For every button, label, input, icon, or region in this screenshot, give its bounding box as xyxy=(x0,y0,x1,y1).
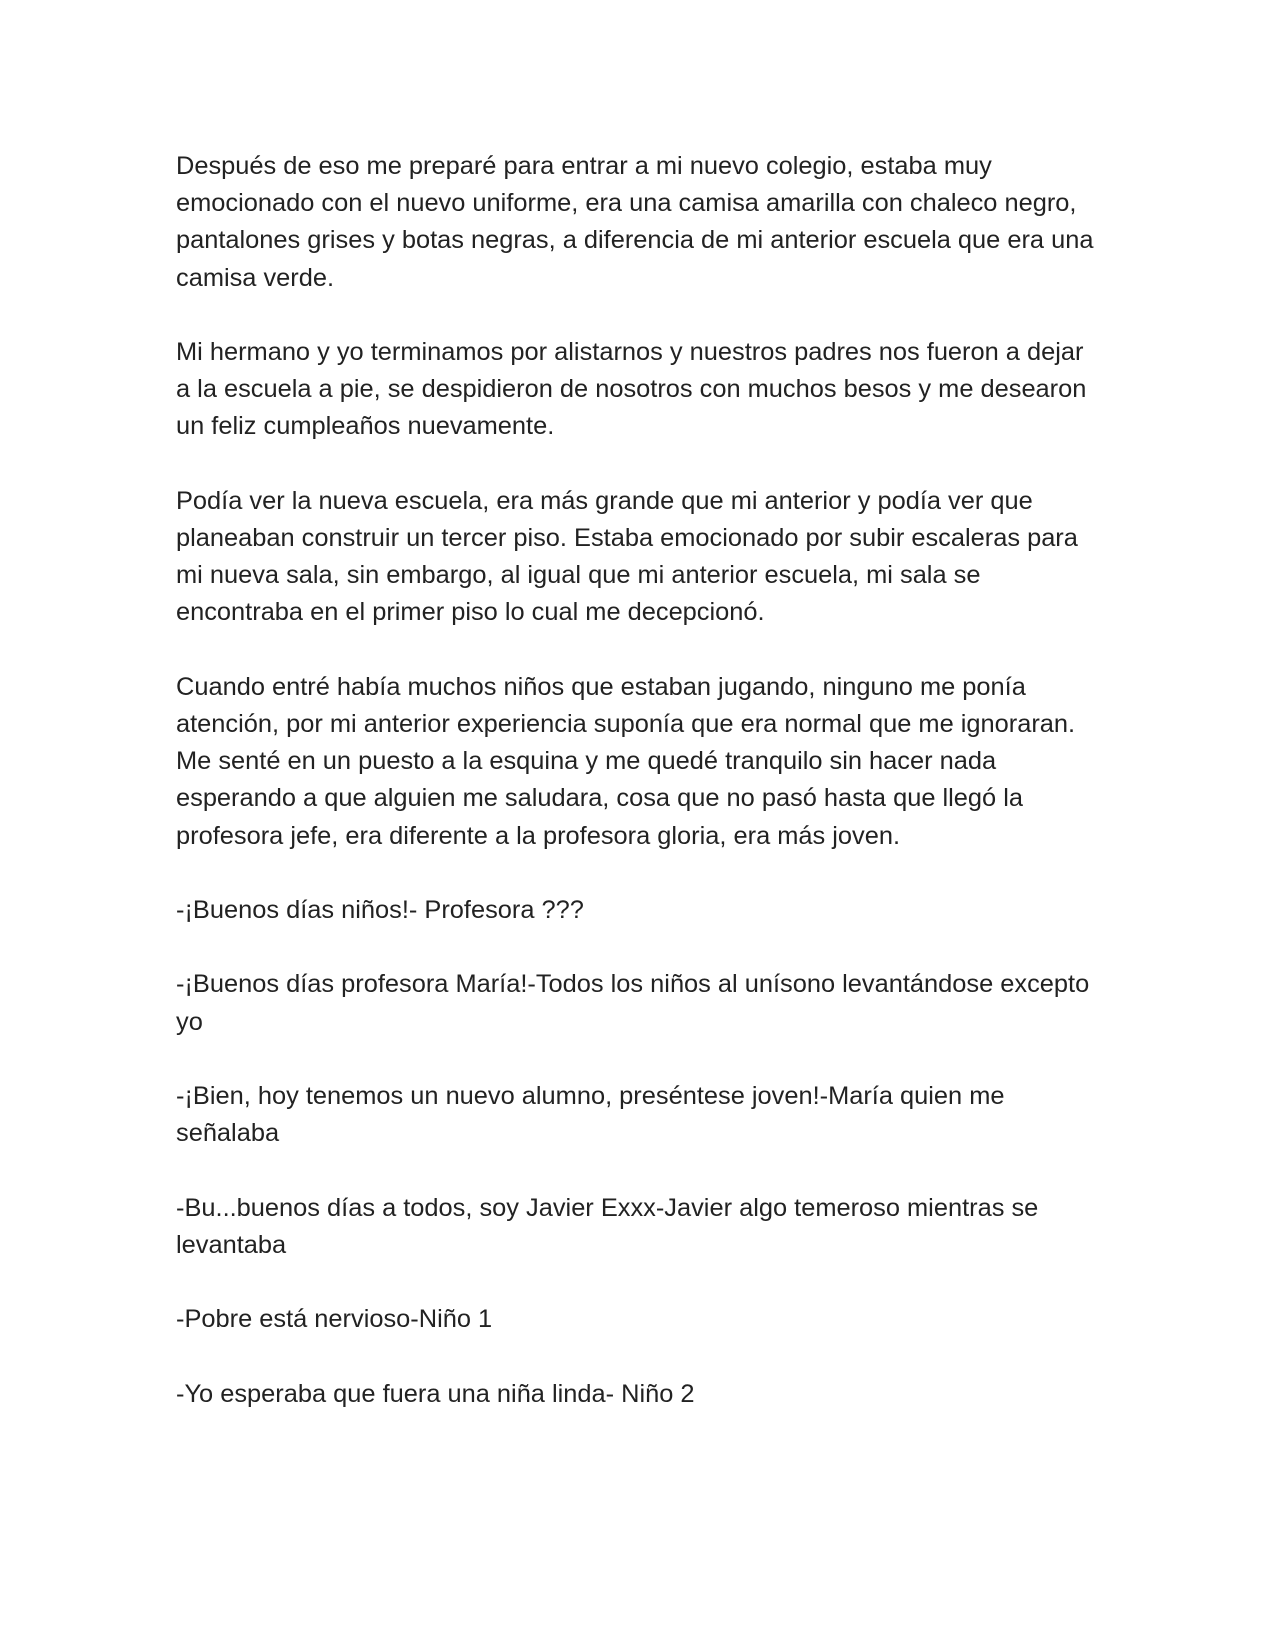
dialogue-line-5: -Pobre está nervioso-Niño 1 xyxy=(176,1305,493,1334)
dialogue-line-3: -¡Bien, hoy tenemos un nuevo alumno, preséntese joven!-María quien me señalaba xyxy=(176,1081,1005,1148)
document-body xyxy=(176,148,1096,1413)
paragraph-1: Después de eso me preparé para entrar a mi nuevo colegio, estaba muy emocionado con el nuevo uniforme, era una camisa amarilla con chaleco negro, pantalones grises y botas negras, a diferencia de mi anterior escuela que era una camisa verde. xyxy=(176,152,1094,292)
paragraph-3: Podía ver la nueva escuela, era más grande que mi anterior y podía ver que planeaban construir un tercer piso. Estaba emocionado por subir escaleras para mi nueva sala, sin embargo, al igual que mi anterior escuela, mi sala se encontraba en el primer piso lo cual me decepcionó. xyxy=(176,486,1078,627)
dialogue-line-6: -Yo esperaba que fuera una niña linda- Niño 2 xyxy=(176,1379,695,1408)
dialogue-line-2: -¡Buenos días profesora María!-Todos los niños al unísono levantándose excepto yo xyxy=(176,970,1090,1036)
dialogue-line-4: -Bu...buenos días a todos, soy Javier Exxx-Javier algo temeroso mientras se levantaba xyxy=(176,1193,1039,1259)
dialogue-line-1: -¡Buenos días niños!- Profesora ??? xyxy=(176,896,584,924)
paragraph-4: Cuando entré había muchos niños que estaban jugando, ninguno me ponía atención, por mi anterior experiencia suponía que era normal que me ignoraran. Me senté en un puesto a la esquina y me quedé tranquilo sin hacer nada esperando a que alguien me saludara, cosa que no pasó hasta que llegó la profesora jefe, era diferente a la profesora gloria, era más joven. xyxy=(176,672,1076,850)
paragraph-2: Mi hermano y yo terminamos por alistarnos y nuestros padres nos fueron a dejar a la escuela a pie, se despidieron de nosotros con muchos besos y me desearon un feliz cumpleaños nuevamente. xyxy=(176,338,1087,441)
